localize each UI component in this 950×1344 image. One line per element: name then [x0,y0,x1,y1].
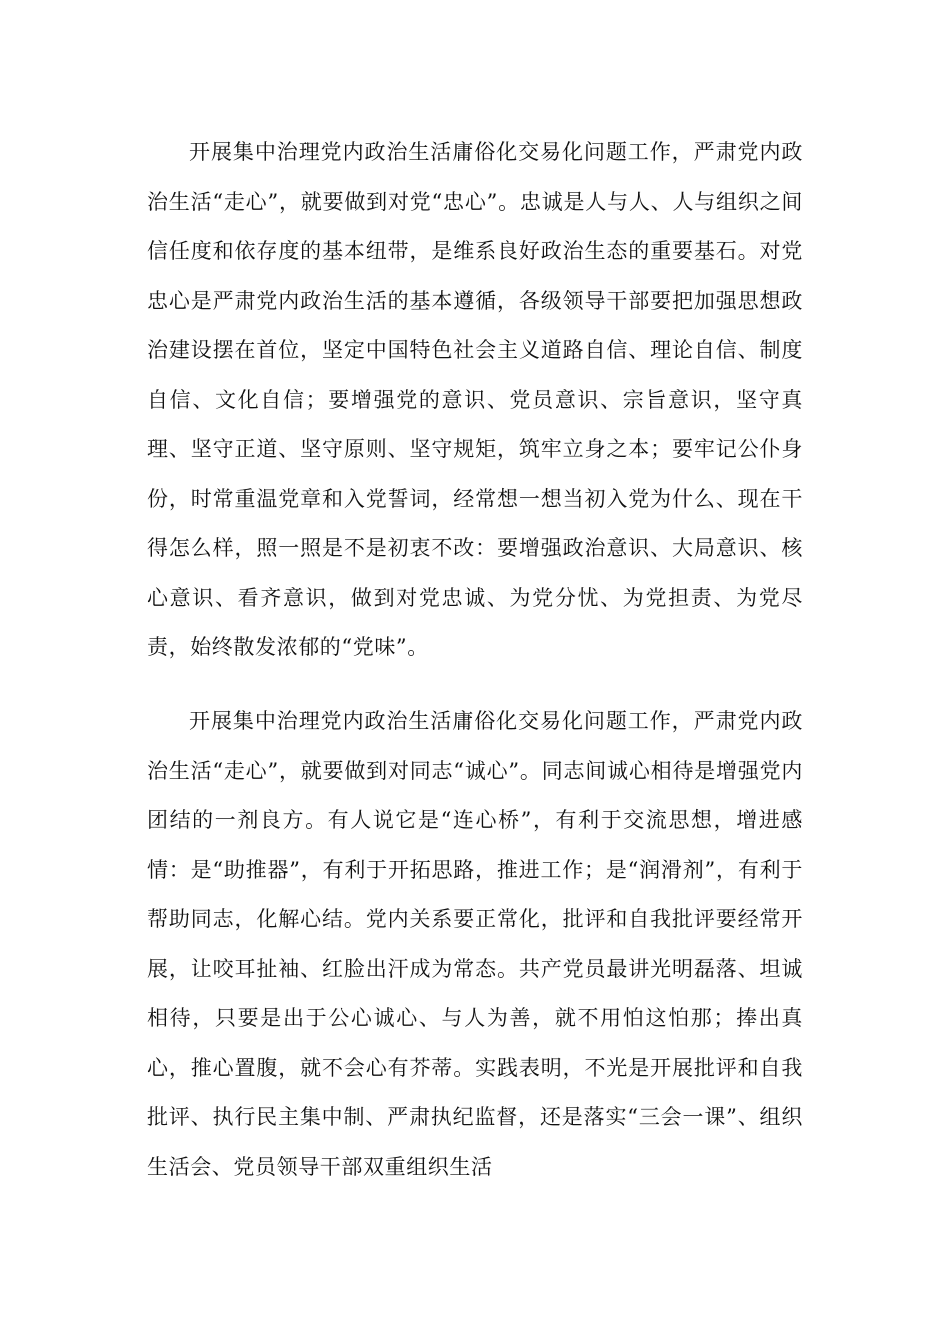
paragraph-sincerity-to-comrades: 开展集中治理党内政治生活庸俗化交易化问题工作，严肃党内政治生活“走心”，就要做到对同志“诚心”。同志间诚心相待是增强党内团结的一剂良方。有人说它是“连心桥”，有利于交流思想，增进感情：是“助推器”，有利于开拓思路，推进工作；是“润滑剂”，有利于帮助同志，化解心结。党内关系要正常化，批评和自我批评要经常开展，让咬耳扯袖、红脸出汗成为常态。共产党员最讲光明磊落、坦诚相待，只要是出于公心诚心、与人为善，就不用怕这怕那；捧出真心，推心置腹，就不会心有芥蒂。实践表明，不光是开展批评和自我批评、执行民主集中制、严肃执纪监督，还是落实“三会一课”、组织生活会、党员领导干部双重组织生活 [147,709,803,1179]
paragraph-loyalty-to-party: 开展集中治理党内政治生活庸俗化交易化问题工作，严肃党内政治生活“走心”，就要做到对党“忠心”。忠诚是人与人、人与组织之间信任度和依存度的基本纽带，是维系良好政治生态的重要基石。对党忠心是严肃党内政治生活的基本遵循，各级领导干部要把加强思想政治建设摆在首位，坚定中国特色社会主义道路自信、理论自信、制度自信、文化自信；要增强党的意识、党员意识、宗旨意识，坚守真理、坚守正道、坚守原则、坚守规矩，筑牢立身之本；要牢记公仆身份，时常重温党章和入党誓词，经常想一想当初入党为什么、现在干得怎么样，照一照是不是初衷不改：要增强政治意识、大局意识、核心意识、看齐意识，做到对党忠诚、为党分忧、为党担责、为党尽责，始终散发浓郁的“党味”。 [147,140,803,659]
